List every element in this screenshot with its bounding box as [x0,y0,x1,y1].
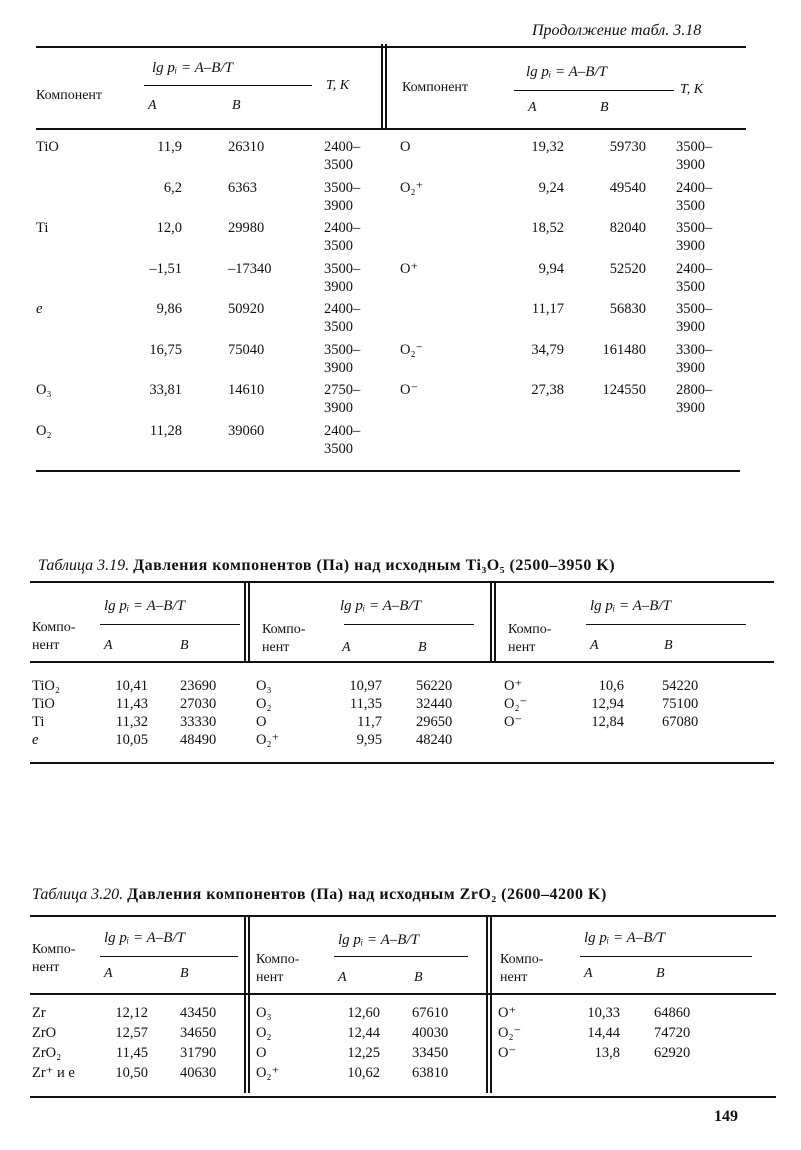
temp-cell: 3900 [324,197,353,214]
temp-cell: 3900 [324,400,353,416]
a-cell: 10,33 [587,1005,620,1021]
b-cell: 29650 [416,714,453,730]
header-a: A [528,100,537,115]
temp-cell: 3300– [676,341,713,358]
b-cell: 75100 [662,696,699,712]
component-cell: O⁻ [498,1045,517,1061]
a-cell: 12,94 [591,696,624,712]
component-cell: O₂ [36,422,52,439]
header-component-1: Компо- [32,942,76,957]
component-cell: O₂⁺ [256,1065,280,1081]
temp-cell: 3500– [676,301,713,317]
a-cell: 12,12 [115,1005,148,1021]
a-cell: 11,35 [349,696,382,712]
a-cell: 10,05 [115,732,148,748]
component-cell: O [400,139,411,155]
header-temp: T, K [680,82,704,97]
column-divider [494,583,496,661]
header-formula: lg pᵢ = A–B/T [590,598,671,614]
a-cell: 6,2 [163,179,182,196]
b-cell: 59730 [609,139,646,155]
column-divider [486,917,488,1093]
a-cell: 11,7 [357,714,382,730]
component-cell: O⁺ [504,678,523,694]
header-component-2: нент [500,970,528,985]
temp-cell: 3500 [324,157,353,173]
a-cell: 18,52 [531,220,564,236]
table-title [32,886,607,904]
a-cell: 9,24 [538,179,564,196]
temp-cell: 3500– [676,139,713,155]
column-divider [490,917,492,1093]
a-cell: 19,32 [531,139,564,155]
b-cell: 26310 [228,139,265,155]
a-cell: 10,97 [349,678,382,694]
temp-cell: 3900 [676,157,705,173]
temp-cell: 3900 [676,400,705,416]
header-a: A [104,966,113,981]
a-cell: 11,9 [157,139,182,155]
a-cell: 12,25 [347,1045,380,1061]
component-cell: O₂⁻ [504,696,528,712]
a-cell: 34,79 [531,341,564,358]
b-cell: 29980 [228,220,265,236]
header-b: B [600,100,609,115]
temp-cell: 3500– [324,260,361,277]
a-cell: 33,81 [149,382,182,398]
temp-cell: 3900 [676,359,705,376]
component-cell: Zr⁺ и e [32,1065,75,1081]
header-b: B [180,966,189,981]
header-b: B [414,970,423,985]
a-cell: 10,41 [115,678,148,694]
b-cell: 50920 [228,301,265,317]
header-formula: lg pᵢ = A–B/T [104,598,185,614]
b-cell: 64860 [654,1005,691,1021]
a-cell: 10,6 [598,678,624,694]
a-cell: –1,51 [149,260,182,277]
temp-cell: 3500– [676,220,713,236]
component-cell: O₃ [256,1005,272,1021]
b-cell: –17340 [228,260,272,277]
header-component-1: Компо- [508,622,552,637]
a-cell: 11,32 [115,714,148,730]
table-rule [30,661,774,663]
b-cell: 75040 [228,341,265,358]
header-temp: T, K [326,78,350,93]
header-formula: lg pᵢ = A–B/T [152,60,233,76]
temp-cell: 3900 [676,319,705,335]
header-rule [144,85,312,86]
component-cell: TiO₂ [32,678,60,694]
b-cell: 27030 [180,696,217,712]
b-cell: 33450 [412,1045,449,1061]
header-rule [100,624,240,625]
component-cell: e [36,301,43,317]
component-cell: O⁺ [498,1005,517,1021]
table-rule [30,915,776,917]
b-cell: 161480 [602,341,646,358]
header-component-2: нент [262,640,290,655]
column-divider [244,917,246,1093]
a-cell: 13,8 [594,1045,620,1061]
header-component-1: Компо- [262,622,306,637]
b-cell: 40030 [412,1025,449,1041]
a-cell: 11,43 [115,696,148,712]
b-cell: 40630 [180,1065,217,1081]
b-cell: 43450 [180,1005,217,1021]
temp-cell: 3500 [324,238,353,254]
b-cell: 49540 [609,179,646,196]
temp-cell: 3500– [324,341,361,358]
header-rule [580,956,752,957]
b-cell: 6363 [228,179,257,196]
a-cell: 12,60 [347,1005,380,1021]
b-cell: 67610 [412,1005,449,1021]
table-rule [36,470,740,472]
b-cell: 54220 [662,678,699,694]
b-cell: 67080 [662,714,699,730]
temp-cell: 2400– [676,260,713,277]
table-heading: Давления компонентов (Па) над исходным Ti₃O₅ (2500–3950 K) [133,557,616,574]
table-label: Таблица 3.20. [32,886,124,903]
header-component-2: нент [32,960,60,975]
table-title [38,557,615,575]
column-divider [385,44,387,130]
header-rule [334,956,468,957]
component-cell: O⁺ [400,260,419,277]
b-cell: 39060 [228,422,265,439]
b-cell: 82040 [609,220,646,236]
header-component-2: нент [256,970,284,985]
component-cell: O₂⁻ [498,1025,522,1041]
column-divider [248,917,250,1093]
temp-cell: 2400– [324,301,361,317]
header-b: B [232,98,241,113]
header-formula: lg pᵢ = A–B/T [338,932,419,948]
header-a: A [584,966,593,981]
component-cell: O₂ [256,1025,272,1041]
component-cell: Zr [32,1005,46,1021]
component-cell: e [32,732,39,748]
a-cell: 9,95 [356,732,382,748]
component-cell: O₂⁺ [256,732,280,748]
component-cell: O⁻ [504,714,523,730]
component-cell: ZrO₂ [32,1045,62,1061]
header-rule [100,956,238,957]
temp-cell: 3500 [676,197,705,214]
component-cell: O [256,714,267,730]
continuation-caption: Продолжение табл. 3.18 [532,22,702,39]
component-cell: Ti [36,220,49,236]
table-rule [36,46,746,48]
header-component-1: Компо- [32,620,76,635]
b-cell: 14610 [228,382,265,398]
column-divider [248,583,250,661]
a-cell: 16,75 [149,341,182,358]
header-formula: lg pᵢ = A–B/T [104,930,185,946]
column-divider [244,583,246,661]
header-component: Компонент [402,80,469,95]
table-rule [30,993,776,995]
header-b: B [180,638,189,653]
b-cell: 34650 [180,1025,217,1041]
a-cell: 12,0 [156,220,182,236]
b-cell: 63810 [412,1065,449,1081]
header-a: A [338,970,347,985]
table-rule [36,128,746,130]
b-cell: 23690 [180,678,217,694]
temp-cell: 3900 [324,278,353,295]
table-rule [30,581,774,583]
b-cell: 48240 [416,732,453,748]
header-component-2: нент [32,638,60,653]
temp-cell: 2400– [676,179,713,196]
temp-cell: 3500 [324,440,353,457]
component-cell: ZrO [32,1025,57,1041]
header-rule [344,624,474,625]
header-a: A [104,638,113,653]
header-formula: lg pᵢ = A–B/T [526,64,607,80]
header-component: Компонент [36,88,103,103]
table-label: Таблица 3.19. [38,557,130,574]
b-cell: 48490 [180,732,217,748]
component-cell: O₂⁺ [400,179,424,196]
a-cell: 10,50 [115,1065,148,1081]
b-cell: 56220 [416,678,453,694]
temp-cell: 3900 [676,238,705,254]
temp-cell: 2400– [324,422,361,439]
column-divider [490,583,492,661]
component-cell: O₃ [36,382,52,398]
temp-cell: 3500– [324,179,361,196]
column-divider [381,44,383,130]
a-cell: 11,45 [115,1045,148,1061]
b-cell: 31790 [180,1045,217,1061]
b-cell: 56830 [609,301,646,317]
temp-cell: 2400– [324,220,361,236]
b-cell: 52520 [609,260,646,277]
table-rule [30,1096,776,1098]
temp-cell: 3900 [324,359,353,376]
a-cell: 12,57 [115,1025,148,1041]
header-b: B [664,638,673,653]
temp-cell: 2800– [676,382,713,398]
header-component-1: Компо- [256,952,300,967]
a-cell: 14,44 [587,1025,620,1041]
header-b: B [418,640,427,655]
header-component-1: Компо- [500,952,544,967]
component-cell: Ti [32,714,45,730]
a-cell: 12,84 [591,714,624,730]
a-cell: 9,86 [156,301,182,317]
component-cell: O₂⁻ [400,341,424,358]
component-cell: O₂ [256,696,272,712]
header-formula: lg pᵢ = A–B/T [340,598,421,614]
header-rule [514,90,674,91]
component-cell: O₃ [256,678,272,694]
b-cell: 62920 [654,1045,691,1061]
header-a: A [342,640,351,655]
a-cell: 12,44 [347,1025,380,1041]
temp-cell: 2400– [324,139,361,155]
a-cell: 11,28 [149,422,182,439]
temp-cell: 3500 [676,278,705,295]
table-rule [30,762,774,764]
page-number: 149 [714,1108,738,1125]
header-a: A [148,98,157,113]
table-heading: Давления компонентов (Па) над исходным ZrO₂ (2600–4200 K) [127,886,607,903]
header-a: A [590,638,599,653]
header-formula: lg pᵢ = A–B/T [584,930,665,946]
header-component-2: нент [508,640,536,655]
temp-cell: 2750– [324,382,361,398]
component-cell: O [256,1045,267,1061]
header-b: B [656,966,665,981]
a-cell: 9,94 [538,260,564,277]
component-cell: O⁻ [400,382,419,398]
header-rule [586,624,746,625]
component-cell: TiO [36,139,59,155]
a-cell: 10,62 [347,1065,380,1081]
a-cell: 11,17 [531,301,564,317]
temp-cell: 3500 [324,319,353,335]
b-cell: 124550 [602,382,646,398]
a-cell: 27,38 [531,382,564,398]
component-cell: TiO [32,696,55,712]
b-cell: 33330 [180,714,217,730]
b-cell: 32440 [416,696,453,712]
b-cell: 74720 [654,1025,691,1041]
